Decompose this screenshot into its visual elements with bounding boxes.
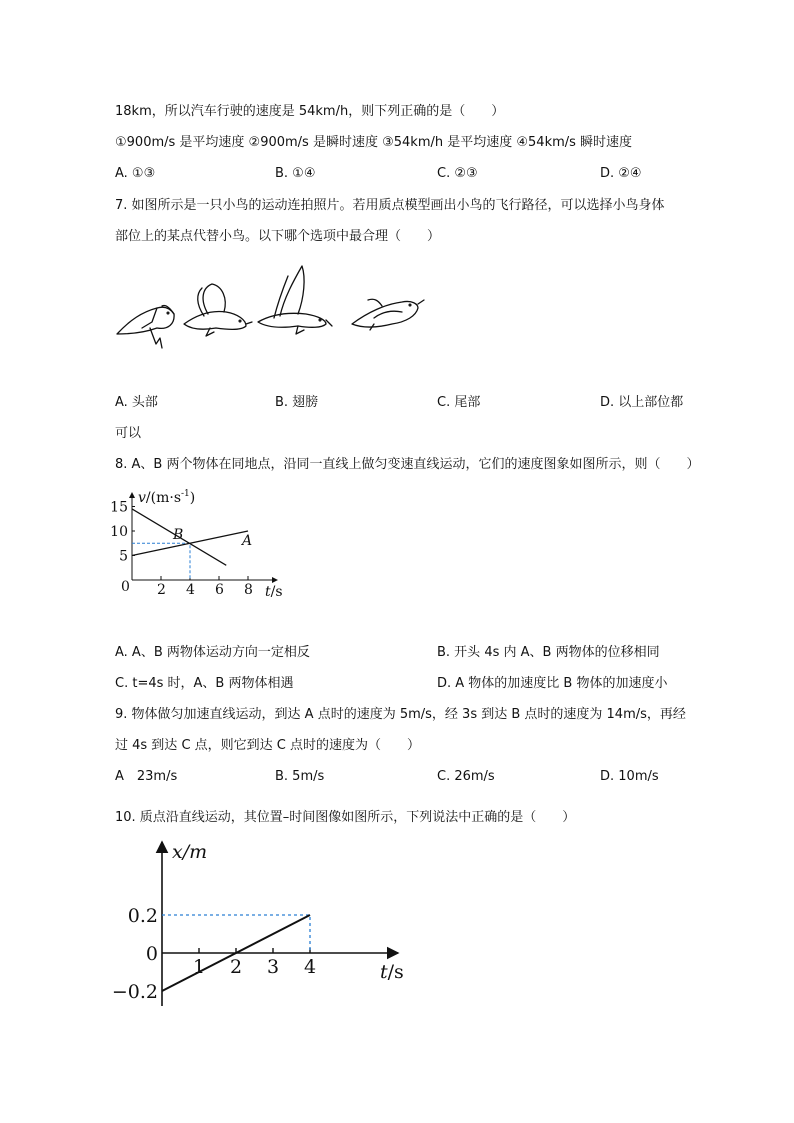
chart2-dashed-guide <box>162 915 310 953</box>
chart1-x-tick-label: 6 <box>215 582 224 598</box>
q10-line1: 10. 质点沿直线运动，其位置–时间图像如图所示，下列说法中正确的是（ ） <box>115 810 576 825</box>
chart1-x-tick-label: 4 <box>186 582 195 598</box>
q8-option-d: D. A 物体的加速度比 B 物体的加速度小 <box>437 676 668 691</box>
q7-option-a: A. 头部 <box>115 395 158 410</box>
chart2-xlabel-unit: /s <box>387 961 404 983</box>
q7-line2: 部位上的某点代替小鸟。以下哪个选项中最合理（ ） <box>115 229 441 244</box>
q9-option-c: C. 26m/s <box>437 769 495 784</box>
chart1-xlabel-unit: /s <box>270 584 283 600</box>
chart1-xlabel-var: t <box>265 584 271 600</box>
chart2-xlabel <box>380 961 404 983</box>
chart2-ylabel: x/m <box>172 841 208 863</box>
q9-option-d: D. 10m/s <box>600 769 659 784</box>
chart1-y-tick-label: 15 <box>110 499 128 516</box>
bird-4-drawing <box>352 299 424 330</box>
chart2-xlabel-var: t <box>380 961 388 983</box>
bird-photo-sequence <box>112 258 432 350</box>
q7-option-b: B. 翅膀 <box>275 395 319 410</box>
q9-line1: 9. 物体做匀加速直线运动，到达 A 点时的速度为 5m/s，经 3s 到达 B 点时的速度为 14m/s，再经 <box>115 707 686 722</box>
chart2-x-tick-label: 1 <box>193 956 206 978</box>
chart1-series-b-label: B <box>173 527 184 543</box>
chart1-y-tick-label: 5 <box>119 548 128 565</box>
chart1-ylabel-exp: -1 <box>181 489 190 499</box>
chart1-x-tick-label: 8 <box>244 582 253 598</box>
bird-2-drawing <box>184 284 252 336</box>
chart1-ylabel-unit: /(m·s <box>145 490 182 506</box>
chart2-x-tick-label: 4 <box>304 956 317 978</box>
q8-line1: 8. A、B 两个物体在同地点，沿同一直线上做匀变速直线运动，它们的速度图象如图所示，则（ ） <box>115 457 700 472</box>
position-time-chart <box>112 836 412 1016</box>
q9-option-a: A 23m/s <box>115 769 178 784</box>
q6-line2: ①900m/s 是平均速度 ②900m/s 是瞬时速度 ③54km/h 是平均速度 ④54km/s 瞬时速度 <box>115 135 633 150</box>
chart2-y-tick-label: 0.2 <box>127 905 158 927</box>
q7-option-d-wrap: 可以 <box>115 426 142 441</box>
chart2-y-tick-label: 0 <box>145 943 158 965</box>
chart1-ylabel-var: v <box>138 490 146 506</box>
q8-option-c: C. t=4s 时，A、B 两物体相遇 <box>115 676 294 691</box>
chart1-origin: 0 <box>121 579 130 595</box>
bird-1-drawing <box>117 305 174 348</box>
chart1-x-tick-label: 2 <box>157 582 166 598</box>
q6-option-d: D. ②④ <box>600 166 642 181</box>
velocity-time-chart <box>112 483 292 603</box>
chart2-x-tick-label: 3 <box>267 956 280 978</box>
chart1-ylabel-close: ) <box>189 490 196 506</box>
q7-line1: 7. 如图所示是一只小鸟的运动连拍照片。若用质点模型画出小鸟的飞行路径，可以选择小鸟身体 <box>115 198 665 213</box>
chart1-ylabel <box>138 489 195 506</box>
q6-line1: 18km，所以汽车行驶的速度是 54km/h，则下列正确的是（ ） <box>115 104 505 119</box>
chart1-series-a-label: A <box>242 533 253 549</box>
q8-option-b: B. 开头 4s 内 A、B 两物体的位移相同 <box>437 645 660 660</box>
chart1-xlabel <box>265 584 283 600</box>
q7-option-d: D. 以上部位都 <box>600 395 684 410</box>
bird-3-drawing <box>258 266 332 334</box>
chart2-x-tick-label: 2 <box>230 956 243 978</box>
q7-option-c: C. 尾部 <box>437 395 481 410</box>
q9-line2: 过 4s 到达 C 点，则它到达 C 点时的速度为（ ） <box>115 738 420 753</box>
q9-option-b: B. 5m/s <box>275 769 325 784</box>
chart2-y-tick-label: −0.2 <box>111 981 158 1003</box>
q8-option-a: A. A、B 两物体运动方向一定相反 <box>115 645 310 660</box>
q6-option-a: A. ①③ <box>115 166 156 181</box>
q6-option-b: B. ①④ <box>275 166 316 181</box>
chart1-y-tick-label: 10 <box>110 524 128 540</box>
q6-option-c: C. ②③ <box>437 166 478 181</box>
